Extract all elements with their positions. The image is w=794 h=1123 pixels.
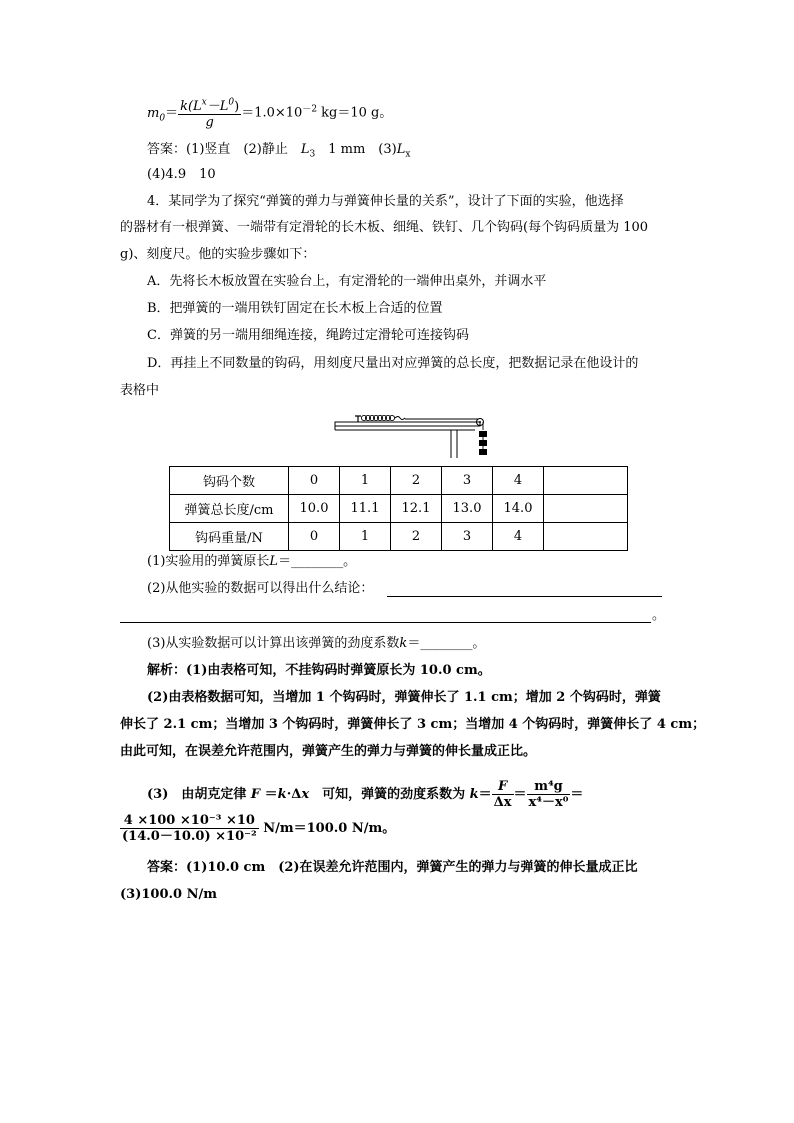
formula-m0: $m_0=$ $\frac{k(L^x-L^0)}{g}$ $=1.0\times 10^{-2}$ kg＝10 g。 — [147, 98, 393, 131]
fraction-mg-over-dx: $\frac{\text{m⁴g}}{\text{x⁴－x⁰}}$ — [528, 779, 569, 810]
table-cell: 2 — [391, 523, 442, 551]
table-cell: 2 — [391, 467, 442, 495]
fraction-m0: $\frac{k(L^x-L^0)}{g}$ — [180, 98, 240, 131]
question-4-line-2: 的器材有一根弹簧、一端带有定滑轮的长木板、细绳、铁钉、几个钩码(每个钩码质量为 100 — [120, 220, 649, 235]
analysis-line-4: 由此可知，在误差允许范围内，弹簧产生的弹力与弹簧的伸长量成正比。 — [120, 744, 537, 759]
answer-2-line-1: 答案：(1)10.0 cm (2)在误差允许范围内，弹簧产生的弹力与弹簧的伸长量成正比 — [147, 860, 638, 875]
table-row — [170, 495, 628, 523]
table-cell: 14.0 — [493, 495, 544, 523]
question-4-line-3: g)、刻度尺。他的实验步骤如下： — [120, 247, 316, 262]
table-row — [170, 467, 628, 495]
table-cell: 13.0 — [442, 495, 493, 523]
answer-line-2: (4)4.9 10 — [147, 167, 216, 182]
table-cell: 12.1 — [391, 495, 442, 523]
sub-question-1: (1)实验用的弹簧原长L＝________。 — [147, 554, 357, 569]
table-cell: 4 — [493, 467, 544, 495]
step-d-line-2: 表格中 — [120, 383, 160, 398]
analysis-line-6: $\frac{\text{4 ×100 ×10⁻³ ×10}}{\text{(14.0－10.0) ×10⁻²}}$ N/m＝100.0 N/m。 — [122, 813, 396, 844]
table-row-label: 钩码个数 — [170, 467, 289, 495]
table-row — [170, 523, 628, 551]
table-cell — [544, 495, 628, 523]
data-table — [169, 466, 628, 551]
answer-2-line-2: (3)100.0 N/m — [120, 887, 217, 902]
analysis-line-1: 解析：(1)由表格可知，不挂钩码时弹簧原长为 10.0 cm。 — [147, 663, 491, 678]
table-cell: 11.1 — [340, 495, 391, 523]
table-row-label: 弹簧总长度/cm — [170, 495, 289, 523]
table-cell: 3 — [442, 467, 493, 495]
step-a: A．先将长木板放置在实验台上，有定滑轮的一端伸出桌外，并调水平 — [147, 274, 547, 289]
table-cell: 0 — [289, 523, 340, 551]
table-cell: 1 — [340, 523, 391, 551]
spring-icon — [361, 415, 405, 420]
answer-blank-line — [387, 596, 662, 597]
table-cell: 0 — [289, 467, 340, 495]
answer-blank-line-2 — [120, 622, 651, 623]
fraction-k-calc: $\frac{\text{4 ×100 ×10⁻³ ×10}}{\text{(14.0－10.0) ×10⁻²}}$ — [122, 813, 257, 844]
analysis-line-2: (2)由表格数据可知，当增加 1 个钩码时，弹簧伸长了 1.1 cm；增加 2 个钩码时，弹簧 — [147, 690, 661, 705]
step-b: B．把弹簧的一端用铁钉固定在长木板上合适的位置 — [147, 301, 443, 316]
step-c: C．弹簧的另一端用细绳连接，绳跨过定滑轮可连接钩码 — [147, 328, 469, 343]
sub-question-3: (3)从实验数据可以计算出该弹簧的劲度系数k＝________。 — [147, 636, 486, 651]
analysis-line-5: (3) 由胡克定律 F ＝k·Δx 可知，弹簧的劲度系数为 k＝ $\frac{F}{\Delta x}$ ＝ $\frac{\text{m⁴g}}{\text{x⁴－x⁰}}$ ＝ — [147, 779, 584, 810]
fraction-f-over-dx: $\frac{F}{\Delta x}$ — [493, 779, 512, 810]
long-board — [335, 422, 480, 426]
answer-line-1: 答案：(1)竖直 (2)静止 $L_3$ 1 mm $(3)L_x$ — [147, 142, 411, 160]
table-cell — [544, 523, 628, 551]
table-cell: 10.0 — [289, 495, 340, 523]
table-cell: 4 — [493, 523, 544, 551]
weights-icon — [479, 431, 487, 455]
analysis-line-3: 伸长了 2.1 cm；当增加 3 个钩码时，弹簧伸长了 3 cm；当增加 4 个钩码时，弹簧伸长了 4 cm； — [120, 717, 706, 732]
question-4-line-1: 4．某同学为了探究“弹簧的弹力与弹簧伸长量的关系”，设计了下面的实验，他选择 — [147, 194, 624, 209]
sub-question-2-end: 。 — [652, 608, 666, 623]
apparatus-figure — [330, 408, 490, 460]
table-cell — [544, 467, 628, 495]
nail-icon — [355, 416, 361, 422]
sub-question-2: (2)从他实验的数据可以得出什么结论： — [147, 581, 374, 596]
table-row-label: 钩码重量/N — [170, 523, 289, 551]
table-cell: 3 — [442, 523, 493, 551]
table-cell: 1 — [340, 467, 391, 495]
step-d-line-1: D．再挂上不同数量的钩码，用刻度尺量出对应弹簧的总长度，把数据记录在他设计的 — [147, 356, 639, 371]
